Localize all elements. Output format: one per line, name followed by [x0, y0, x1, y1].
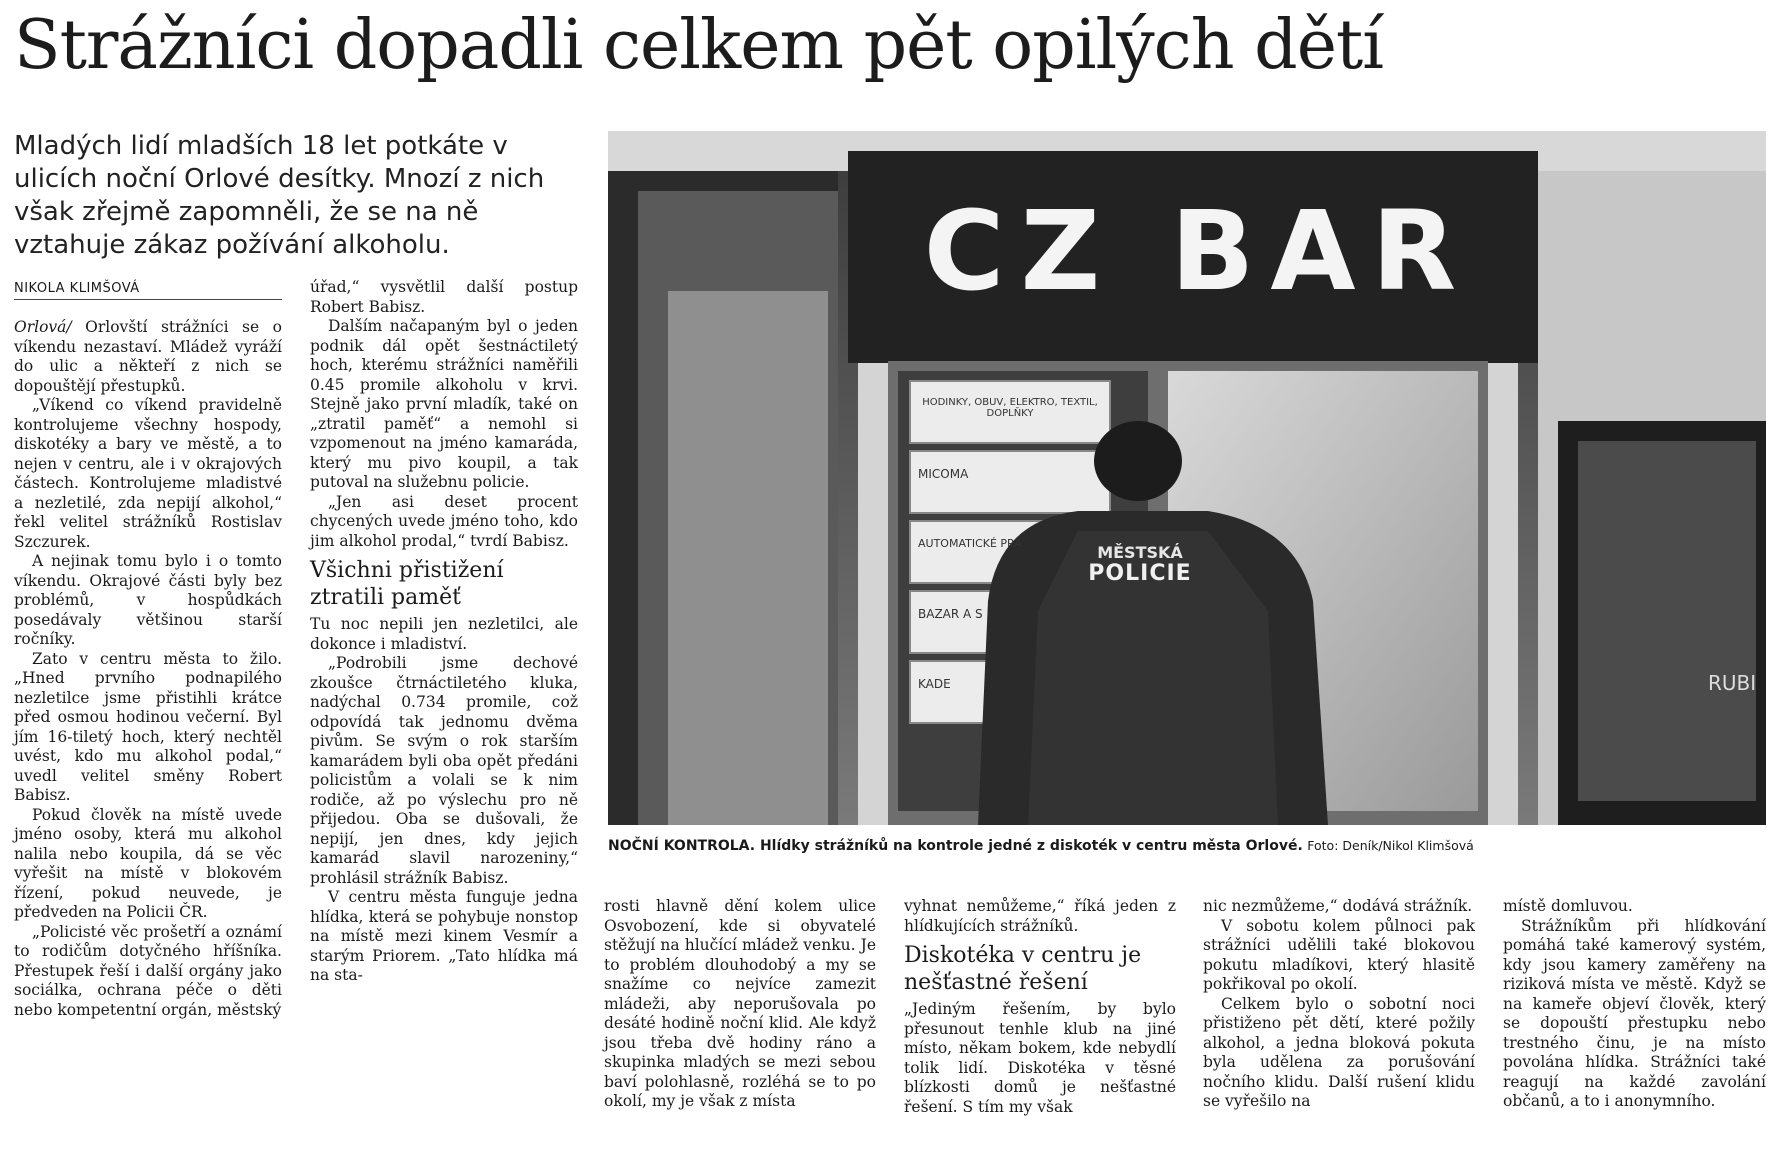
caption-text: NOČNÍ KONTROLA. Hlídky strážníků na kontrole jedné z diskoték v centru města Orlové. [608, 838, 1303, 854]
article-paragraph: „Jen asi deset procent chycených uvede jméno toho, kdo jim alkohol prodal,“ tvrdí Babisz. [310, 492, 578, 550]
article-paragraph: Zato v centru města to žilo. „Hned prvního podnapilého nezletilce jsme přistihli krátce před osmou hodinou večerní. Byl jím 16-tiletý hoch, který nechtěl uvést, kdo mu alkohol podal,“ uvedl velitel směny Robert Babisz. [14, 649, 282, 804]
article-column-4 [904, 897, 1176, 1117]
article-paragraph: nic nezmůžeme,“ dodává strážník. [1203, 897, 1473, 915]
article-column-3 [604, 897, 876, 1112]
subheading: Všichni přistižení ztratili paměť [310, 558, 504, 610]
article-paragraph: „Jediným řešením, by bylo přesunout tenhle klub na jiné místo, někam bokem, kde nebydlí tolik lidí. Diskotéka v těsné blízkosti domů je nešťastné řešení. S tím my však [904, 1000, 1176, 1116]
article-column-1 [14, 318, 282, 1020]
bar-sign: CZ BAR [923, 187, 1473, 315]
article-paragraph [14, 318, 282, 396]
article-paragraph: Strážníkům při hlídkování pomáhá také kamerový systém, kdy jsou kamery zaměřeny na riziková místa ve městě. Když se na kameře objeví člověk, který se dopouští přestupku nebo trestného činu, je na místo povolána hlídka. Strážníci také reagují na každé zavolání občanů, a to i anonymního. [1503, 916, 1766, 1110]
headline: Strážníci dopadli celkem pět opilých dětí [14, 6, 1384, 85]
article-paragraph: „Policisté věc prošetří a oznámí to rodičům dotyčného hříšníka. Přestupek řeší i další orgány jako sociálka, ochrana péče o děti nebo kompetentní orgán, městský [14, 922, 282, 1019]
door-panel-label: AUTOMATICKÉ PRA [918, 537, 1022, 550]
article-paragraph: rosti hlavně dění kolem ulice Osvobození, kde si obyvatelé stěžují na hlučící mládež venku. Je to problém dlouhodobý a my se snažíme co nejvíce zamezit mládeži, aby neporušovala po desáté hodině noční klid. Ale když jsou třeba dvě hodiny ráno a skupinka mladých se mezi sebou baví polohlasně, rozléhá se to po okolí, my je však z místa [604, 897, 876, 1110]
article-paragraph: V centru města funguje jedna hlídka, která se pohybuje nonstop na místě mezi kinem Vesmír a starým Priorem. „Tato hlídka má na sta- [310, 888, 578, 984]
article-paragraph: Dalším načapaným byl o jeden podnik dál opět šestnáctiletý hoch, kterému strážníci naměřili 0.45 promile alkoholu v krvi. Stejně jako první mladík, také on „ztratil paměť“ a nemohl si vzpomenout na jméno kamaráda, který mu pivo koupil, a tak putoval na služebnu policie. [310, 317, 578, 491]
article-column-5 [1203, 897, 1475, 1112]
dateline: Orlová/ [14, 318, 72, 336]
article-column-6 [1503, 897, 1766, 1112]
article-column-2 [310, 278, 578, 986]
article-paragraph: Pokud člověk na místě uvede jméno osoby, která mu alkohol nalila nebo koupila, dá se věc vyřešit na místě v blokovém řízení, pokud neuvede, je předveden na Policii ČR. [14, 805, 282, 921]
news-photo [608, 131, 1766, 825]
window-text: RUBI [1708, 671, 1757, 695]
article-paragraph: „Podrobili jsme dechové zkoušce čtrnáctiletého kluka, nadýchal 0.734 promile, což odpovídá tak jednomu dvěma pivům. Se svým o rok starším kamarádem byli oba opět předáni policistům a volali se k nim rodiče, až po výslechu pro ně přijedou. Oba se dušovali, že nepijí, jen dnes, kdy jejich kamarád slavil narozeniny,“ prohlásil strážník Babisz. [310, 654, 578, 887]
article-paragraph: A nejinak tomu bylo i o tomto víkendu. Okrajové části byly bez problémů, v hospůdkách posedávaly většinou starší ročníky. [14, 552, 282, 648]
article-paragraph: úřad,“ vysvětlil další postup Robert Babisz. [310, 278, 578, 316]
article-paragraph: místě domluvou. [1503, 897, 1633, 915]
jacket-text-line1: MĚSTSKÁ [1097, 543, 1183, 562]
jacket-text-line2: POLICIE [1088, 561, 1192, 586]
paragraph-text: Orlovští strážníci se o víkendu nezastaví. Mládež vyráží do ulic a někteří z nich se dopouštějí přestupků. [14, 318, 282, 395]
door-panel-label: MICOMA [918, 467, 969, 481]
article-paragraph: vyhnat nemůžeme,“ říká jeden z hlídkujících strážníků. [904, 897, 1176, 935]
photo-caption [608, 838, 1766, 854]
byline: NIKOLA KLIMŠOVÁ [14, 281, 282, 300]
article-paragraph: „Víkend co víkend pravidelně kontrolujeme všechny hospody, diskotéky a bary ve městě, a to nejen v centru, ale i v okrajových částech. Kontrolujeme mladistvé a nezletilé, zda nepijí alkohol,“ řekl velitel strážníků Rostislav Szczurek. [14, 396, 282, 551]
door-panel-label: HODINKY, OBUV, ELEKTRO, TEXTIL, DOPLŇKY [922, 397, 1098, 419]
subheading: Diskotéka v centru je nešťastné řešení [904, 943, 1142, 995]
door-panel-label: KADE [918, 677, 951, 691]
article-paragraph: Celkem bylo o sobotní noci přistiženo pět dětí, které požily alkohol, a jedna bloková pokuta byla udělena za porušování nočního klidu. Další rušení klidu se vyřešilo na [1203, 994, 1475, 1110]
door-panel-label: BAZAR A S [918, 607, 983, 621]
lead-paragraph: Mladých lidí mladších 18 let potkáte v ulicích noční Orlové desítky. Mnozí z nich však zřejmě zapomněli, že se na ně vztahuje zákaz požívání alkoholu. [14, 131, 545, 260]
photo-credit: Foto: Deník/Nikol Klimšová [1307, 838, 1474, 853]
article-paragraph: Tu noc nepili jen nezletilci, ale dokonce i mladiství. [310, 615, 578, 653]
article-paragraph: V sobotu kolem půlnoci pak strážníci udělili také blokovou pokutu mladíkovi, který hlasitě pokřikoval po okolí. [1203, 916, 1475, 993]
